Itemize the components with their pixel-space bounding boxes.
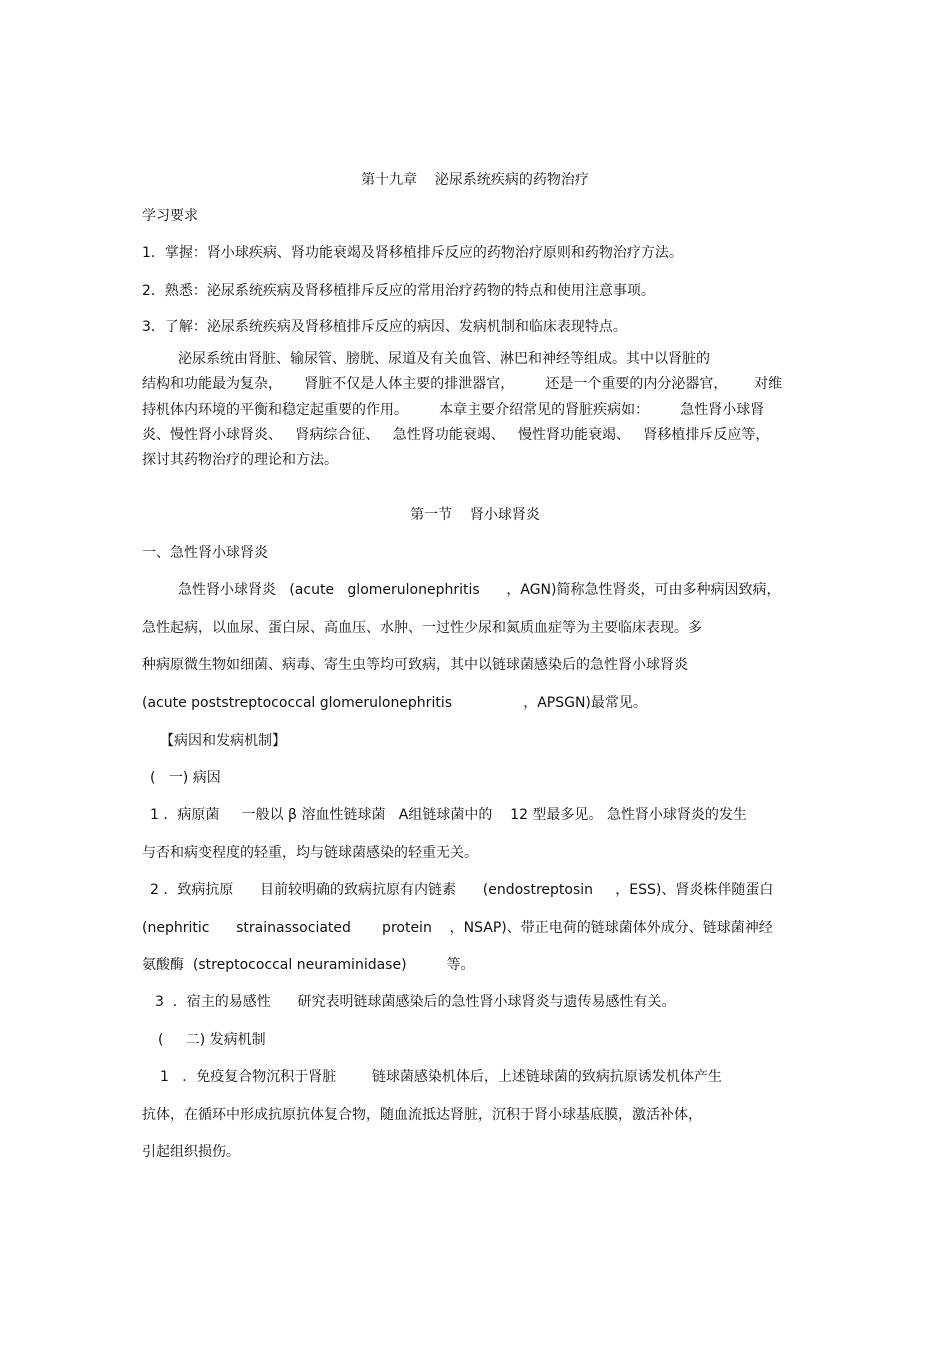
cause-line: (nephritic strainassociated protein ，NSAP)、带正电荷的链球菌体外成分、链球菌神经	[142, 920, 773, 936]
requirement-item: 3．了解：泌尿系统疾病及肾移植排斥反应的病因、发病机制和临床表现特点。	[142, 319, 627, 335]
mechanism-line: 引起组织损伤。	[142, 1144, 240, 1160]
cause-heading: ( 一) 病因	[150, 770, 221, 786]
cause-line: 2 ．致病抗原 目前较明确的致病抗原有内链素 (endostreptosin ，ESS)、肾炎株伴随蛋白	[150, 882, 774, 898]
cause-line: 氨酸酶 (streptococcal neuraminidase) 等。	[142, 957, 475, 973]
mechanism-line: 1 ．免疫复合物沉积于肾脏 链球菌感染机体后，上述链球菌的致病抗原诱发机体产生	[160, 1069, 722, 1085]
agn-line: 急性起病，以血尿、蛋白尿、高血压、水肿、一过性少尿和氮质血症等为主要临床表现。多	[142, 620, 702, 636]
mechanism-line: 抗体，在循环中形成抗原抗体复合物，随血流抵达肾脏，沉积于肾小球基底膜，激活补体，	[142, 1107, 702, 1123]
cause-line: 与否和病变程度的轻重，均与链球菌感染的轻重无关。	[142, 845, 478, 861]
requirement-item: 2．熟悉：泌尿系统疾病及肾移植排斥反应的常用治疗药物的特点和使用注意事项。	[142, 283, 655, 299]
intro-line: 炎、慢性肾小球肾炎、 肾病综合征、 急性肾功能衰竭、 慢性肾功能衰竭、 肾移植排斥反应等，	[142, 427, 770, 443]
cause-line: 3 ．宿主的易感性 研究表明链球菌感染后的急性肾小球肾炎与遗传易感性有关。	[155, 994, 676, 1010]
mechanism-heading: ( 二) 发病机制	[158, 1032, 266, 1048]
requirement-item: 1．掌握：肾小球疾病、肾功能衰竭及肾移植排斥反应的药物治疗原则和药物治疗方法。	[142, 245, 683, 261]
cause-line: 1 ．病原菌 一般以 β 溶血性链球菌 A组链球菌中的 12 型最多见。 急性肾小球肾炎的发生	[150, 807, 747, 823]
agn-line: 急性肾小球肾炎 (acute glomerulonephritis ，AGN)简称急性肾炎，可由多种病因致病，	[178, 582, 781, 598]
etiology-heading: 【病因和发病机制】	[160, 733, 286, 749]
chapter-title: 第十九章 泌尿系统疾病的药物治疗	[361, 172, 589, 188]
agn-line: (acute poststreptococcal glomerulonephritis ，APSGN)最常见。	[142, 695, 647, 711]
intro-line: 探讨其药物治疗的理论和方法。	[142, 452, 338, 468]
intro-line: 泌尿系统由肾脏、输尿管、膀胱、尿道及有关血管、淋巴和神经等组成。其中以肾脏的	[178, 351, 710, 367]
agn-line: 种病原微生物如细菌、病毒、寄生虫等均可致病，其中以链球菌感染后的急性肾小球肾炎	[142, 657, 688, 673]
section-title: 第一节 肾小球肾炎	[410, 507, 540, 523]
intro-line: 持机体内环境的平衡和稳定起重要的作用。 本章主要介绍常见的肾脏疾病如： 急性肾小球肾	[142, 402, 765, 418]
learning-requirements-heading: 学习要求	[142, 208, 198, 224]
subsection-heading: 一、急性肾小球肾炎	[142, 545, 268, 561]
intro-line: 结构和功能最为复杂， 肾脏不仅是人体主要的排泄器官， 还是一个重要的内分泌器官， 对维	[142, 376, 783, 392]
